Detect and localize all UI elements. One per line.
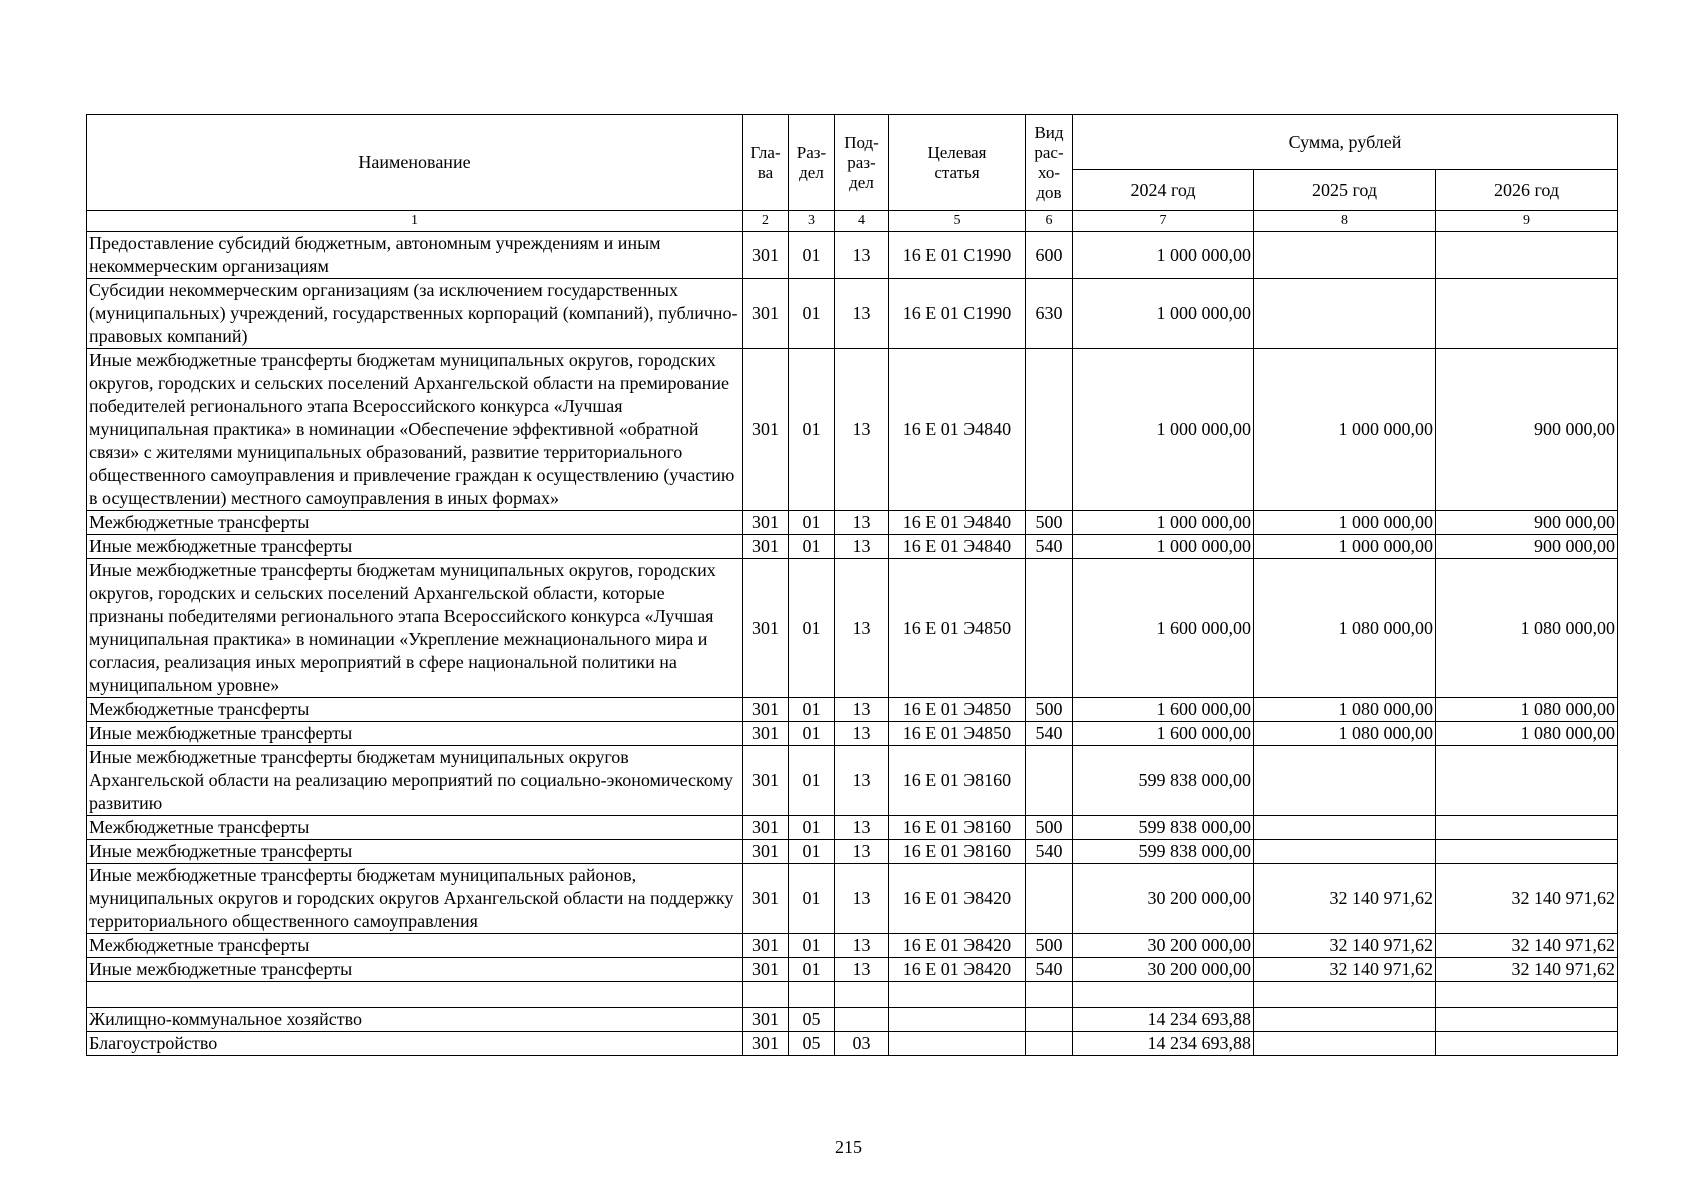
cell-glava xyxy=(743,982,789,1008)
column-number: 8 xyxy=(1254,211,1436,232)
cell-sum-2026 xyxy=(1436,232,1618,279)
cell-name: Иные межбюджетные трансферты бюджетам муниципальных округов, городских округов, городских и сельских поселений Архангельской области, которые признаны победителями регионального этапа Всероссийского конкурса «Лучшая муниципальная практика» в номинации «Укрепление межнационального мира и согласия, реализация иных мероприятий в сфере национальной политики на муниципальном уровне» xyxy=(87,559,743,698)
cell-vid: 540 xyxy=(1026,722,1073,746)
header-2024: 2024 год xyxy=(1073,170,1254,211)
column-number: 1 xyxy=(87,211,743,232)
cell-name: Межбюджетные трансферты xyxy=(87,698,743,722)
cell-vid: 500 xyxy=(1026,698,1073,722)
cell-vid xyxy=(1026,982,1073,1008)
cell-name: Иные межбюджетные трансферты бюджетам муниципальных округов, городских округов, городских и сельских поселений Архангельской области на премирование победителей регионального этапа Всероссийского конкурса «Лучшая муниципальная практика» в номинации «Обеспечение эффективной «обратной связи» с жителями муниципальных образований, развитие территориального общественного самоуправления и привлечение граждан к осуществлению (участию в осуществлении) местного самоуправления в иных формах» xyxy=(87,349,743,511)
cell-sum-2024: 30 200 000,00 xyxy=(1073,934,1254,958)
cell-glava: 301 xyxy=(743,511,789,535)
cell-glava: 301 xyxy=(743,279,789,349)
cell-target: 16 Е 01 Э8160 xyxy=(889,840,1026,864)
cell-sum-2026 xyxy=(1436,1032,1618,1056)
cell-target: 16 Е 01 Э4840 xyxy=(889,535,1026,559)
cell-sum-2026 xyxy=(1436,816,1618,840)
cell-sum-2024: 1 000 000,00 xyxy=(1073,535,1254,559)
cell-sum-2024: 599 838 000,00 xyxy=(1073,816,1254,840)
cell-target: 16 Е 01 Э8420 xyxy=(889,958,1026,982)
cell-vid: 540 xyxy=(1026,840,1073,864)
cell-sum-2025 xyxy=(1254,840,1436,864)
cell-glava: 301 xyxy=(743,746,789,816)
cell-sum-2024: 1 000 000,00 xyxy=(1073,279,1254,349)
cell-vid: 540 xyxy=(1026,535,1073,559)
table-row xyxy=(87,279,1618,349)
cell-razdel: 01 xyxy=(789,698,835,722)
cell-razdel: 01 xyxy=(789,934,835,958)
cell-podrazdel: 13 xyxy=(835,746,889,816)
cell-sum-2025: 1 080 000,00 xyxy=(1254,722,1436,746)
cell-glava: 301 xyxy=(743,559,789,698)
cell-target: 16 Е 01 Э4850 xyxy=(889,698,1026,722)
cell-sum-2024: 1 600 000,00 xyxy=(1073,559,1254,698)
cell-glava: 301 xyxy=(743,535,789,559)
cell-sum-2025: 1 080 000,00 xyxy=(1254,698,1436,722)
cell-target: 16 Е 01 Э4840 xyxy=(889,511,1026,535)
cell-razdel: 01 xyxy=(789,722,835,746)
header-podrazdel: Под- раз- дел xyxy=(835,115,889,211)
cell-vid: 600 xyxy=(1026,232,1073,279)
cell-target: 16 Е 01 Э8160 xyxy=(889,746,1026,816)
cell-sum-2025 xyxy=(1254,746,1436,816)
cell-podrazdel: 13 xyxy=(835,864,889,934)
cell-vid xyxy=(1026,1032,1073,1056)
cell-sum-2024: 1 000 000,00 xyxy=(1073,349,1254,511)
table-row xyxy=(87,698,1618,722)
cell-razdel: 01 xyxy=(789,511,835,535)
column-number: 6 xyxy=(1026,211,1073,232)
page-number: 215 xyxy=(835,1137,862,1157)
cell-sum-2024: 599 838 000,00 xyxy=(1073,746,1254,816)
cell-glava: 301 xyxy=(743,722,789,746)
cell-podrazdel: 13 xyxy=(835,958,889,982)
column-number: 7 xyxy=(1073,211,1254,232)
cell-target: 16 Е 01 Э4850 xyxy=(889,722,1026,746)
cell-podrazdel: 13 xyxy=(835,535,889,559)
cell-name: Иные межбюджетные трансферты бюджетам муниципальных округов Архангельской области на реализацию мероприятий по социально-экономическому развитию xyxy=(87,746,743,816)
cell-sum-2026: 32 140 971,62 xyxy=(1436,864,1618,934)
cell-name: Предоставление субсидий бюджетным, автономным учреждениям и иным некоммерческим организациям xyxy=(87,232,743,279)
header-vid: Вид рас- хо- дов xyxy=(1026,115,1073,211)
cell-podrazdel: 13 xyxy=(835,722,889,746)
cell-podrazdel: 13 xyxy=(835,698,889,722)
column-number: 2 xyxy=(743,211,789,232)
table-body xyxy=(87,211,1618,1056)
column-number: 3 xyxy=(789,211,835,232)
cell-sum-2025: 32 140 971,62 xyxy=(1254,958,1436,982)
cell-name: Субсидии некоммерческим организациям (за исключением государственных (муниципальных) учреждений, государственных корпораций (компаний), публично-правовых компаний) xyxy=(87,279,743,349)
cell-sum-2024: 30 200 000,00 xyxy=(1073,864,1254,934)
column-number-row xyxy=(87,211,1618,232)
cell-sum-2026 xyxy=(1436,1008,1618,1032)
cell-razdel: 01 xyxy=(789,816,835,840)
cell-vid: 500 xyxy=(1026,816,1073,840)
cell-target xyxy=(889,1032,1026,1056)
table-row xyxy=(87,511,1618,535)
cell-name: Межбюджетные трансферты xyxy=(87,511,743,535)
cell-podrazdel: 13 xyxy=(835,279,889,349)
cell-podrazdel: 13 xyxy=(835,511,889,535)
cell-glava: 301 xyxy=(743,864,789,934)
cell-target: 16 Е 01 С1990 xyxy=(889,279,1026,349)
cell-razdel: 01 xyxy=(789,279,835,349)
cell-target: 16 Е 01 Э4840 xyxy=(889,349,1026,511)
cell-sum-2024 xyxy=(1073,982,1254,1008)
cell-sum-2025 xyxy=(1254,816,1436,840)
table-row xyxy=(87,232,1618,279)
cell-name: Иные межбюджетные трансферты бюджетам муниципальных районов, муниципальных округов и городских округов Архангельской области на поддержку территориального общественного самоуправления xyxy=(87,864,743,934)
table-row xyxy=(87,535,1618,559)
budget-table xyxy=(86,114,1618,1056)
cell-sum-2026: 1 080 000,00 xyxy=(1436,722,1618,746)
cell-razdel: 01 xyxy=(789,746,835,816)
cell-razdel: 05 xyxy=(789,1008,835,1032)
cell-vid xyxy=(1026,864,1073,934)
table-row xyxy=(87,746,1618,816)
column-number: 4 xyxy=(835,211,889,232)
cell-target: 16 Е 01 Э8160 xyxy=(889,816,1026,840)
cell-podrazdel: 13 xyxy=(835,840,889,864)
cell-glava: 301 xyxy=(743,840,789,864)
cell-podrazdel: 13 xyxy=(835,559,889,698)
header-razdel: Раз- дел xyxy=(789,115,835,211)
cell-sum-2026: 900 000,00 xyxy=(1436,511,1618,535)
cell-sum-2026: 900 000,00 xyxy=(1436,349,1618,511)
cell-name: Межбюджетные трансферты xyxy=(87,934,743,958)
cell-vid xyxy=(1026,746,1073,816)
header-target: Целевая статья xyxy=(889,115,1026,211)
header-row xyxy=(87,115,1618,170)
cell-sum-2024: 30 200 000,00 xyxy=(1073,958,1254,982)
cell-sum-2024: 1 600 000,00 xyxy=(1073,698,1254,722)
cell-name xyxy=(87,982,743,1008)
cell-vid: 630 xyxy=(1026,279,1073,349)
cell-name: Иные межбюджетные трансферты xyxy=(87,840,743,864)
table-row xyxy=(87,840,1618,864)
cell-sum-2025: 32 140 971,62 xyxy=(1254,934,1436,958)
cell-sum-2026 xyxy=(1436,840,1618,864)
header-2026: 2026 год xyxy=(1436,170,1618,211)
cell-target: 16 Е 01 Э8420 xyxy=(889,864,1026,934)
cell-podrazdel: 13 xyxy=(835,816,889,840)
cell-razdel: 01 xyxy=(789,349,835,511)
cell-vid xyxy=(1026,1008,1073,1032)
header-2025: 2025 год xyxy=(1254,170,1436,211)
cell-sum-2024: 1 000 000,00 xyxy=(1073,511,1254,535)
cell-vid xyxy=(1026,559,1073,698)
cell-sum-2025 xyxy=(1254,1032,1436,1056)
cell-name: Иные межбюджетные трансферты xyxy=(87,722,743,746)
cell-sum-2026: 1 080 000,00 xyxy=(1436,698,1618,722)
cell-razdel: 01 xyxy=(789,958,835,982)
cell-razdel: 05 xyxy=(789,1032,835,1056)
cell-sum-2024: 14 234 693,88 xyxy=(1073,1008,1254,1032)
cell-target: 16 Е 01 Э8420 xyxy=(889,934,1026,958)
cell-sum-2024: 599 838 000,00 xyxy=(1073,840,1254,864)
cell-podrazdel: 03 xyxy=(835,1032,889,1056)
table-row xyxy=(87,934,1618,958)
cell-podrazdel xyxy=(835,1008,889,1032)
cell-razdel: 01 xyxy=(789,840,835,864)
header-sum: Сумма, рублей xyxy=(1073,115,1618,170)
cell-sum-2024: 1 600 000,00 xyxy=(1073,722,1254,746)
cell-sum-2025 xyxy=(1254,982,1436,1008)
cell-glava: 301 xyxy=(743,349,789,511)
cell-name: Межбюджетные трансферты xyxy=(87,816,743,840)
cell-vid: 500 xyxy=(1026,511,1073,535)
cell-razdel xyxy=(789,982,835,1008)
cell-sum-2025: 1 000 000,00 xyxy=(1254,349,1436,511)
table-row xyxy=(87,349,1618,511)
cell-glava: 301 xyxy=(743,816,789,840)
cell-razdel: 01 xyxy=(789,559,835,698)
header-glava: Гла- ва xyxy=(743,115,789,211)
cell-vid xyxy=(1026,349,1073,511)
cell-name: Иные межбюджетные трансферты xyxy=(87,535,743,559)
cell-sum-2026 xyxy=(1436,279,1618,349)
cell-sum-2024: 1 000 000,00 xyxy=(1073,232,1254,279)
header-name: Наименование xyxy=(87,115,743,211)
cell-sum-2026: 32 140 971,62 xyxy=(1436,958,1618,982)
cell-sum-2026 xyxy=(1436,746,1618,816)
cell-target: 16 Е 01 С1990 xyxy=(889,232,1026,279)
cell-sum-2026: 32 140 971,62 xyxy=(1436,934,1618,958)
table-row xyxy=(87,982,1618,1008)
cell-target xyxy=(889,1008,1026,1032)
cell-razdel: 01 xyxy=(789,232,835,279)
cell-vid: 500 xyxy=(1026,934,1073,958)
cell-glava: 301 xyxy=(743,958,789,982)
cell-sum-2025: 32 140 971,62 xyxy=(1254,864,1436,934)
table-row xyxy=(87,816,1618,840)
cell-sum-2026: 1 080 000,00 xyxy=(1436,559,1618,698)
cell-name: Иные межбюджетные трансферты xyxy=(87,958,743,982)
cell-podrazdel: 13 xyxy=(835,349,889,511)
cell-name: Благоустройство xyxy=(87,1032,743,1056)
table-row xyxy=(87,1032,1618,1056)
cell-target: 16 Е 01 Э4850 xyxy=(889,559,1026,698)
cell-razdel: 01 xyxy=(789,535,835,559)
cell-podrazdel: 13 xyxy=(835,934,889,958)
table-row xyxy=(87,1008,1618,1032)
column-number: 9 xyxy=(1436,211,1618,232)
cell-podrazdel: 13 xyxy=(835,232,889,279)
cell-sum-2026 xyxy=(1436,982,1618,1008)
cell-sum-2025: 1 000 000,00 xyxy=(1254,535,1436,559)
cell-sum-2024: 14 234 693,88 xyxy=(1073,1032,1254,1056)
cell-razdel: 01 xyxy=(789,864,835,934)
column-number: 5 xyxy=(889,211,1026,232)
table-row xyxy=(87,958,1618,982)
cell-glava: 301 xyxy=(743,1032,789,1056)
cell-podrazdel xyxy=(835,982,889,1008)
cell-target xyxy=(889,982,1026,1008)
cell-sum-2025: 1 080 000,00 xyxy=(1254,559,1436,698)
cell-sum-2025 xyxy=(1254,279,1436,349)
cell-sum-2025 xyxy=(1254,232,1436,279)
cell-name: Жилищно-коммунальное хозяйство xyxy=(87,1008,743,1032)
cell-sum-2025: 1 000 000,00 xyxy=(1254,511,1436,535)
cell-sum-2026: 900 000,00 xyxy=(1436,535,1618,559)
table-row xyxy=(87,722,1618,746)
table-row xyxy=(87,559,1618,698)
cell-glava: 301 xyxy=(743,1008,789,1032)
cell-glava: 301 xyxy=(743,232,789,279)
cell-vid: 540 xyxy=(1026,958,1073,982)
table-row xyxy=(87,864,1618,934)
cell-sum-2025 xyxy=(1254,1008,1436,1032)
cell-glava: 301 xyxy=(743,698,789,722)
cell-glava: 301 xyxy=(743,934,789,958)
